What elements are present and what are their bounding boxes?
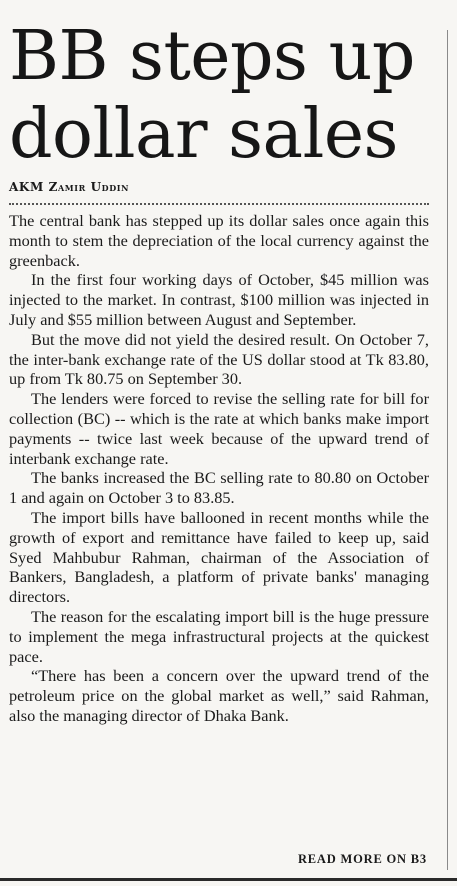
byline: AKM Zamir Uddin <box>9 180 129 194</box>
paragraph: The banks increased the BC selling rate to 80.80 on October 1 and again on October 3 to 83.85. <box>9 468 429 508</box>
paragraph: The central bank has stepped up its dollar sales once again this month to stem the depreciation of the local currency against the greenback. <box>9 211 429 270</box>
paragraph: The lenders were forced to revise the selling rate for bill for collection (BC) -- which is the rate at which banks make import payments -- twice last week because of the upward trend of interbank exchange rate. <box>9 389 429 468</box>
paragraph: “There has been a concern over the upward trend of the petroleum price on the global market as well,” said Rahman, also the managing director of Dhaka Bank. <box>9 666 429 725</box>
paragraph: In the first four working days of October, $45 million was injected to the market. In contrast, $100 million was injected in July and $55 million between August and September. <box>9 270 429 329</box>
paragraph: The reason for the escalating import bill is the huge pressure to implement the mega infrastructural projects at the quickest pace. <box>9 606 429 666</box>
headline: BB steps up dollar sales <box>9 17 415 174</box>
bottom-rule <box>0 878 457 881</box>
paragraph: But the move did not yield the desired result. On October 7, the inter-bank exchange rate of the US dollar stood at Tk 83.80, up from Tk 80.75 on September 30. <box>9 329 429 389</box>
column-divider <box>447 30 448 870</box>
article <box>9 18 429 726</box>
paragraph: The import bills have ballooned in recent months while the growth of export and remittance have failed to keep up, said Syed Mahbubur Rahman, chairman of the Association of Bankers, Bangladesh, a platform of private banks' managing directors. <box>9 507 429 607</box>
read-more-continuation: READ MORE ON B3 <box>297 852 427 866</box>
byline-divider <box>9 203 429 205</box>
article-body <box>9 211 429 726</box>
